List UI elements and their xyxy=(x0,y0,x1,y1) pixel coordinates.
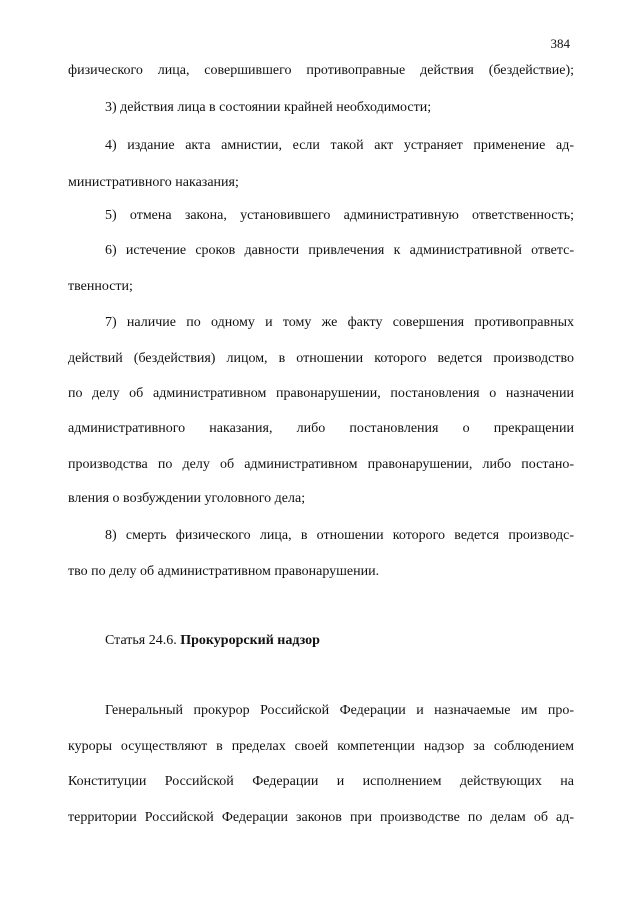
article-number: Статья 24.6. xyxy=(105,633,177,648)
text-line: 6) истечение сроков давности привлечения к административной ответс- xyxy=(105,243,574,258)
text-line: 8) смерть физического лица, в отношении которого ведется производс- xyxy=(105,528,574,543)
text-line: вления о возбуждении уголовного дела; xyxy=(68,491,306,506)
text-line: Конституции Российской Федерации и исполнением действующих на xyxy=(68,774,574,789)
article-title: Прокурорский надзор xyxy=(180,633,320,648)
text-line: 4) издание акта амнистии, если такой акт устраняет применение ад- xyxy=(105,138,574,153)
text-line: производства по делу об административном правонарушении, либо постано- xyxy=(68,457,574,472)
text-line: министративного наказания; xyxy=(68,175,239,190)
text-line: 5) отмена закона, установившего административную ответственность; xyxy=(105,208,574,223)
article-heading xyxy=(105,632,574,650)
text-line: административного наказания, либо постановления о прекращении xyxy=(68,421,574,436)
text-line: 3) действия лица в состоянии крайней необходимости; xyxy=(105,100,432,115)
text-line: территории Российской Федерации законов при производстве по делам об ад- xyxy=(68,810,574,825)
text-line: куроры осуществляют в пределах своей компетенции надзор за соблюдением xyxy=(68,739,574,754)
text-line: Генеральный прокурор Российской Федерации и назначаемые им про- xyxy=(105,703,574,718)
text-line: 7) наличие по одному и тому же факту совершения противоправных xyxy=(105,315,574,330)
text-line: твенности; xyxy=(68,279,133,294)
text-line: по делу об административном правонарушении, постановления о назначении xyxy=(68,386,574,401)
text-line: тво по делу об административном правонарушении. xyxy=(68,564,380,579)
text-line: действий (бездействия) лицом, в отношении которого ведется производство xyxy=(68,351,574,366)
text-line: физического лица, совершившего противоправные действия (бездействие); xyxy=(68,63,574,78)
page-number: 384 xyxy=(550,36,570,51)
